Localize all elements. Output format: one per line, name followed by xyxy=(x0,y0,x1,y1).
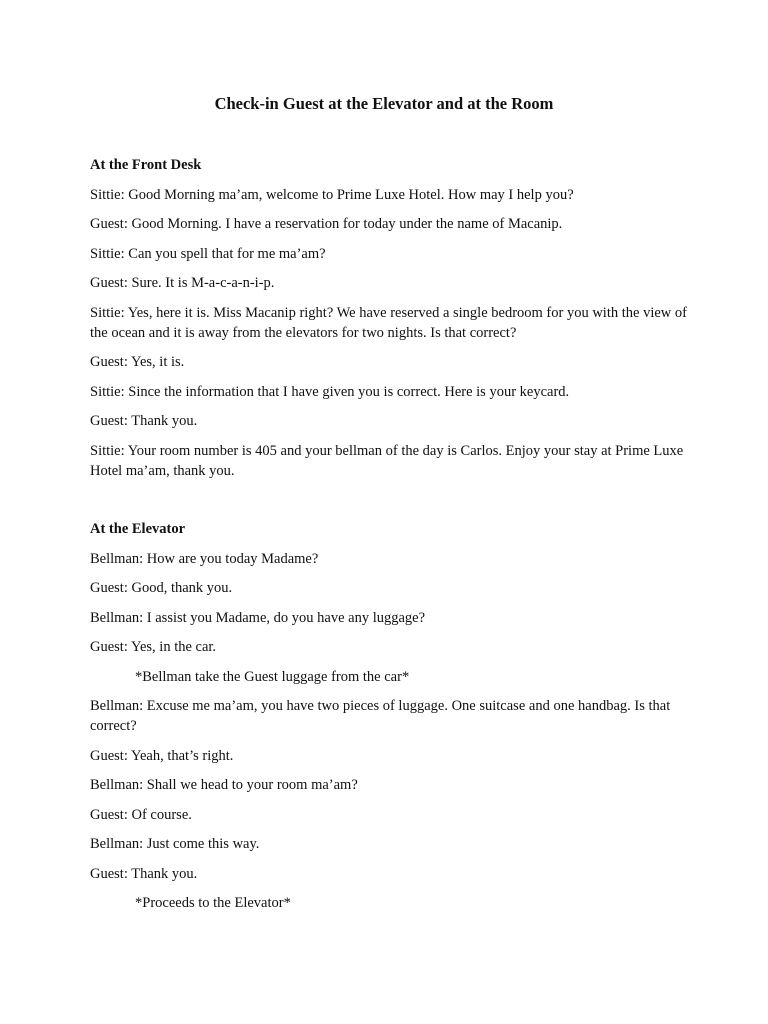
dialogue-line: Bellman: I assist you Madame, do you have any luggage? xyxy=(90,609,426,626)
dialogue-line: Sittie: Yes, here it is. Miss Macanip right? We have reserved a single bedroom for you with the view of the ocean and it is away from the elevators for two nights. Is that correct? xyxy=(90,304,687,341)
dialogue-line: Bellman: Excuse me ma’am, you have two pieces of luggage. One suitcase and one handbag. Is that correct? xyxy=(90,698,671,734)
dialogue-line: Sittie: Since the information that I have given you is correct. Here is your keycard. xyxy=(90,383,570,400)
page-title: Check-in Guest at the Elevator and at the Room xyxy=(214,94,554,113)
stage-direction: *Proceeds to the Elevator* xyxy=(135,895,291,911)
section-heading: At the Front Desk xyxy=(90,157,202,173)
dialogue-line: Sittie: Good Morning ma’am, welcome to Prime Luxe Hotel. How may I help you? xyxy=(90,186,574,203)
dialogue-line: Bellman: Shall we head to your room ma’am? xyxy=(90,777,358,793)
dialogue-line: Guest: Of course. xyxy=(90,806,192,823)
section-heading: At the Elevator xyxy=(90,521,186,537)
dialogue-line: Guest: Good, thank you. xyxy=(90,580,233,596)
stage-direction: *Bellman take the Guest luggage from the car* xyxy=(135,668,410,685)
dialogue-line: Guest: Thank you. xyxy=(90,865,198,882)
dialogue-line: Guest: Yes, in the car. xyxy=(90,639,217,655)
dialogue-line: Bellman: How are you today Madame? xyxy=(90,550,319,567)
dialogue-line: Guest: Sure. It is M-a-c-a-n-i-p. xyxy=(90,275,275,291)
dialogue-line: Sittie: Your room number is 405 and your bellman of the day is Carlos. Enjoy your stay at Prime Luxe Hotel ma’am, thank you. xyxy=(90,442,684,479)
dialogue-line: Guest: Yes, it is. xyxy=(90,354,185,370)
dialogue-line: Bellman: Just come this way. xyxy=(90,836,260,852)
dialogue-line: Guest: Yeah, that’s right. xyxy=(90,747,234,764)
section-elevator xyxy=(90,519,690,923)
section-front-desk xyxy=(90,155,690,490)
dialogue-line: Guest: Good Morning. I have a reservation for today under the name of Macanip. xyxy=(90,216,563,232)
dialogue-line: Sittie: Can you spell that for me ma’am? xyxy=(90,245,326,262)
dialogue-line: Guest: Thank you. xyxy=(90,413,198,429)
